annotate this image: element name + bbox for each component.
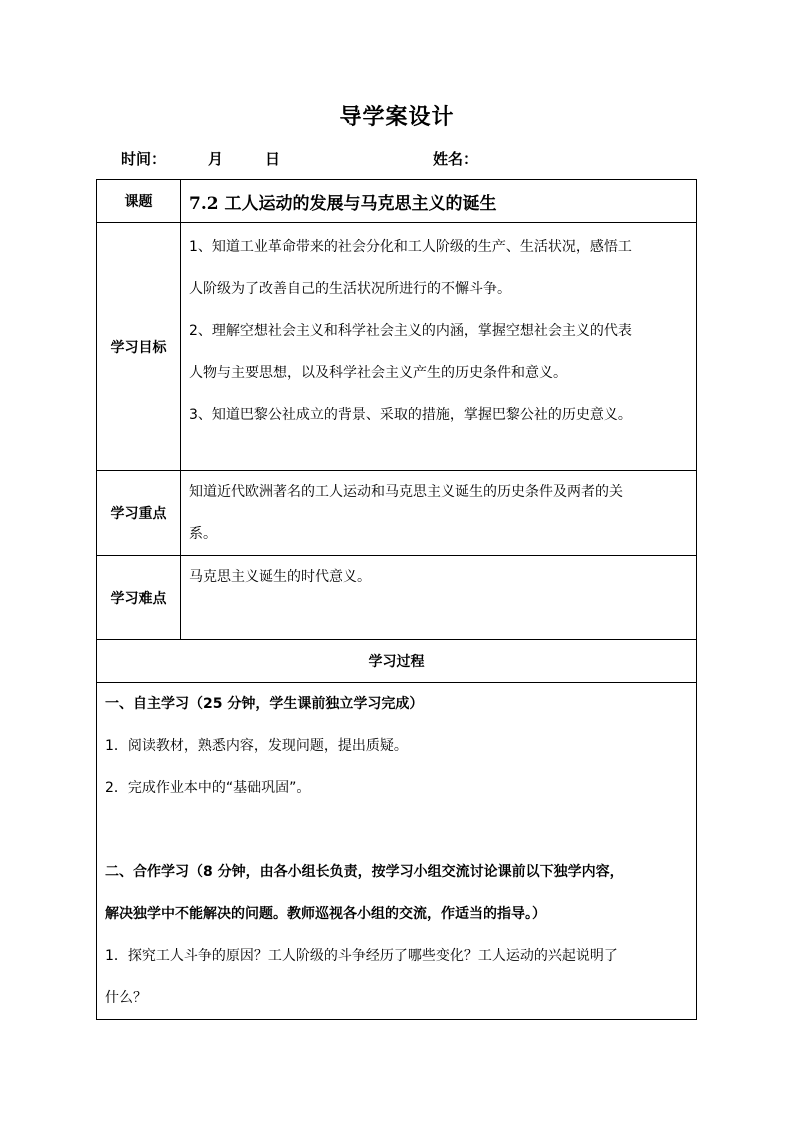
objective-line: 3、知道巴黎公社成立的背景、采取的措施，掌握巴黎公社的历史意义。 xyxy=(189,407,632,423)
difficulties-label: 学习难点 xyxy=(97,556,181,640)
process-line: 1．探究工人斗争的原因？工人阶级的斗争经历了哪些变化？工人运动的兴起说明了 xyxy=(105,948,618,964)
objective-line: 2、理解空想社会主义和科学社会主义的内涵，掌握空想社会主义的代表 xyxy=(189,323,632,339)
process-content-cell xyxy=(97,683,697,1020)
objectives-row xyxy=(97,223,697,471)
objectives-cell xyxy=(181,223,697,471)
key-points-label: 学习重点 xyxy=(97,471,181,556)
objective-line: 1、知道工业革命带来的社会分化和工人阶级的生产、生活状况，感悟工 xyxy=(189,239,632,255)
cooperative-study-heading: 二、合作学习（8 分钟，由各小组长负责，按学习小组交流讨论课前以下独学内容， xyxy=(105,864,624,880)
name-label: 姓名： xyxy=(433,150,479,168)
self-study-heading: 一、自主学习（25 分钟，学生课前独立学习完成） xyxy=(105,696,424,712)
process-header-row xyxy=(97,640,697,683)
key-point-line: 系。 xyxy=(189,526,217,542)
cooperative-study-heading-cont: 解决独学中不能解决的问题。教师巡视各小组的交流，作适当的指导。） xyxy=(105,906,546,922)
blank-line xyxy=(97,809,696,851)
topic-cell xyxy=(181,180,697,223)
topic-value: 7.2 工人运动的发展与马克思主义的诞生 xyxy=(189,194,497,214)
difficulties-cell xyxy=(181,556,697,640)
difficulty-line: 马克思主义诞生的时代意义。 xyxy=(189,569,371,585)
key-points-cell xyxy=(181,471,697,556)
month-label: 月 xyxy=(208,150,224,168)
process-heading: 学习过程 xyxy=(97,640,697,683)
day-label: 日 xyxy=(265,150,281,168)
process-line: 2．完成作业本中的“基础巩固”。 xyxy=(105,780,311,796)
lesson-plan-table xyxy=(96,179,697,1020)
process-content-row xyxy=(97,683,697,1020)
key-points-row xyxy=(97,471,697,556)
topic-row xyxy=(97,180,697,223)
objective-line: 人物与主要思想，以及科学社会主义产生的历史条件和意义。 xyxy=(189,365,567,381)
process-line: 1．阅读教材，熟悉内容，发现问题，提出质疑。 xyxy=(105,738,408,754)
objectives-label: 学习目标 xyxy=(97,223,181,471)
objective-line: 人阶级为了改善自己的生活状况所进行的不懈斗争。 xyxy=(189,281,511,297)
topic-label: 课题 xyxy=(97,180,181,223)
process-line: 什么？ xyxy=(105,990,147,1006)
page-title: 导学案设计 xyxy=(339,104,455,130)
difficulties-row xyxy=(97,556,697,640)
key-point-line: 知道近代欧洲著名的工人运动和马克思主义诞生的历史条件及两者的关 xyxy=(189,484,623,500)
time-label: 时间： xyxy=(121,150,167,168)
